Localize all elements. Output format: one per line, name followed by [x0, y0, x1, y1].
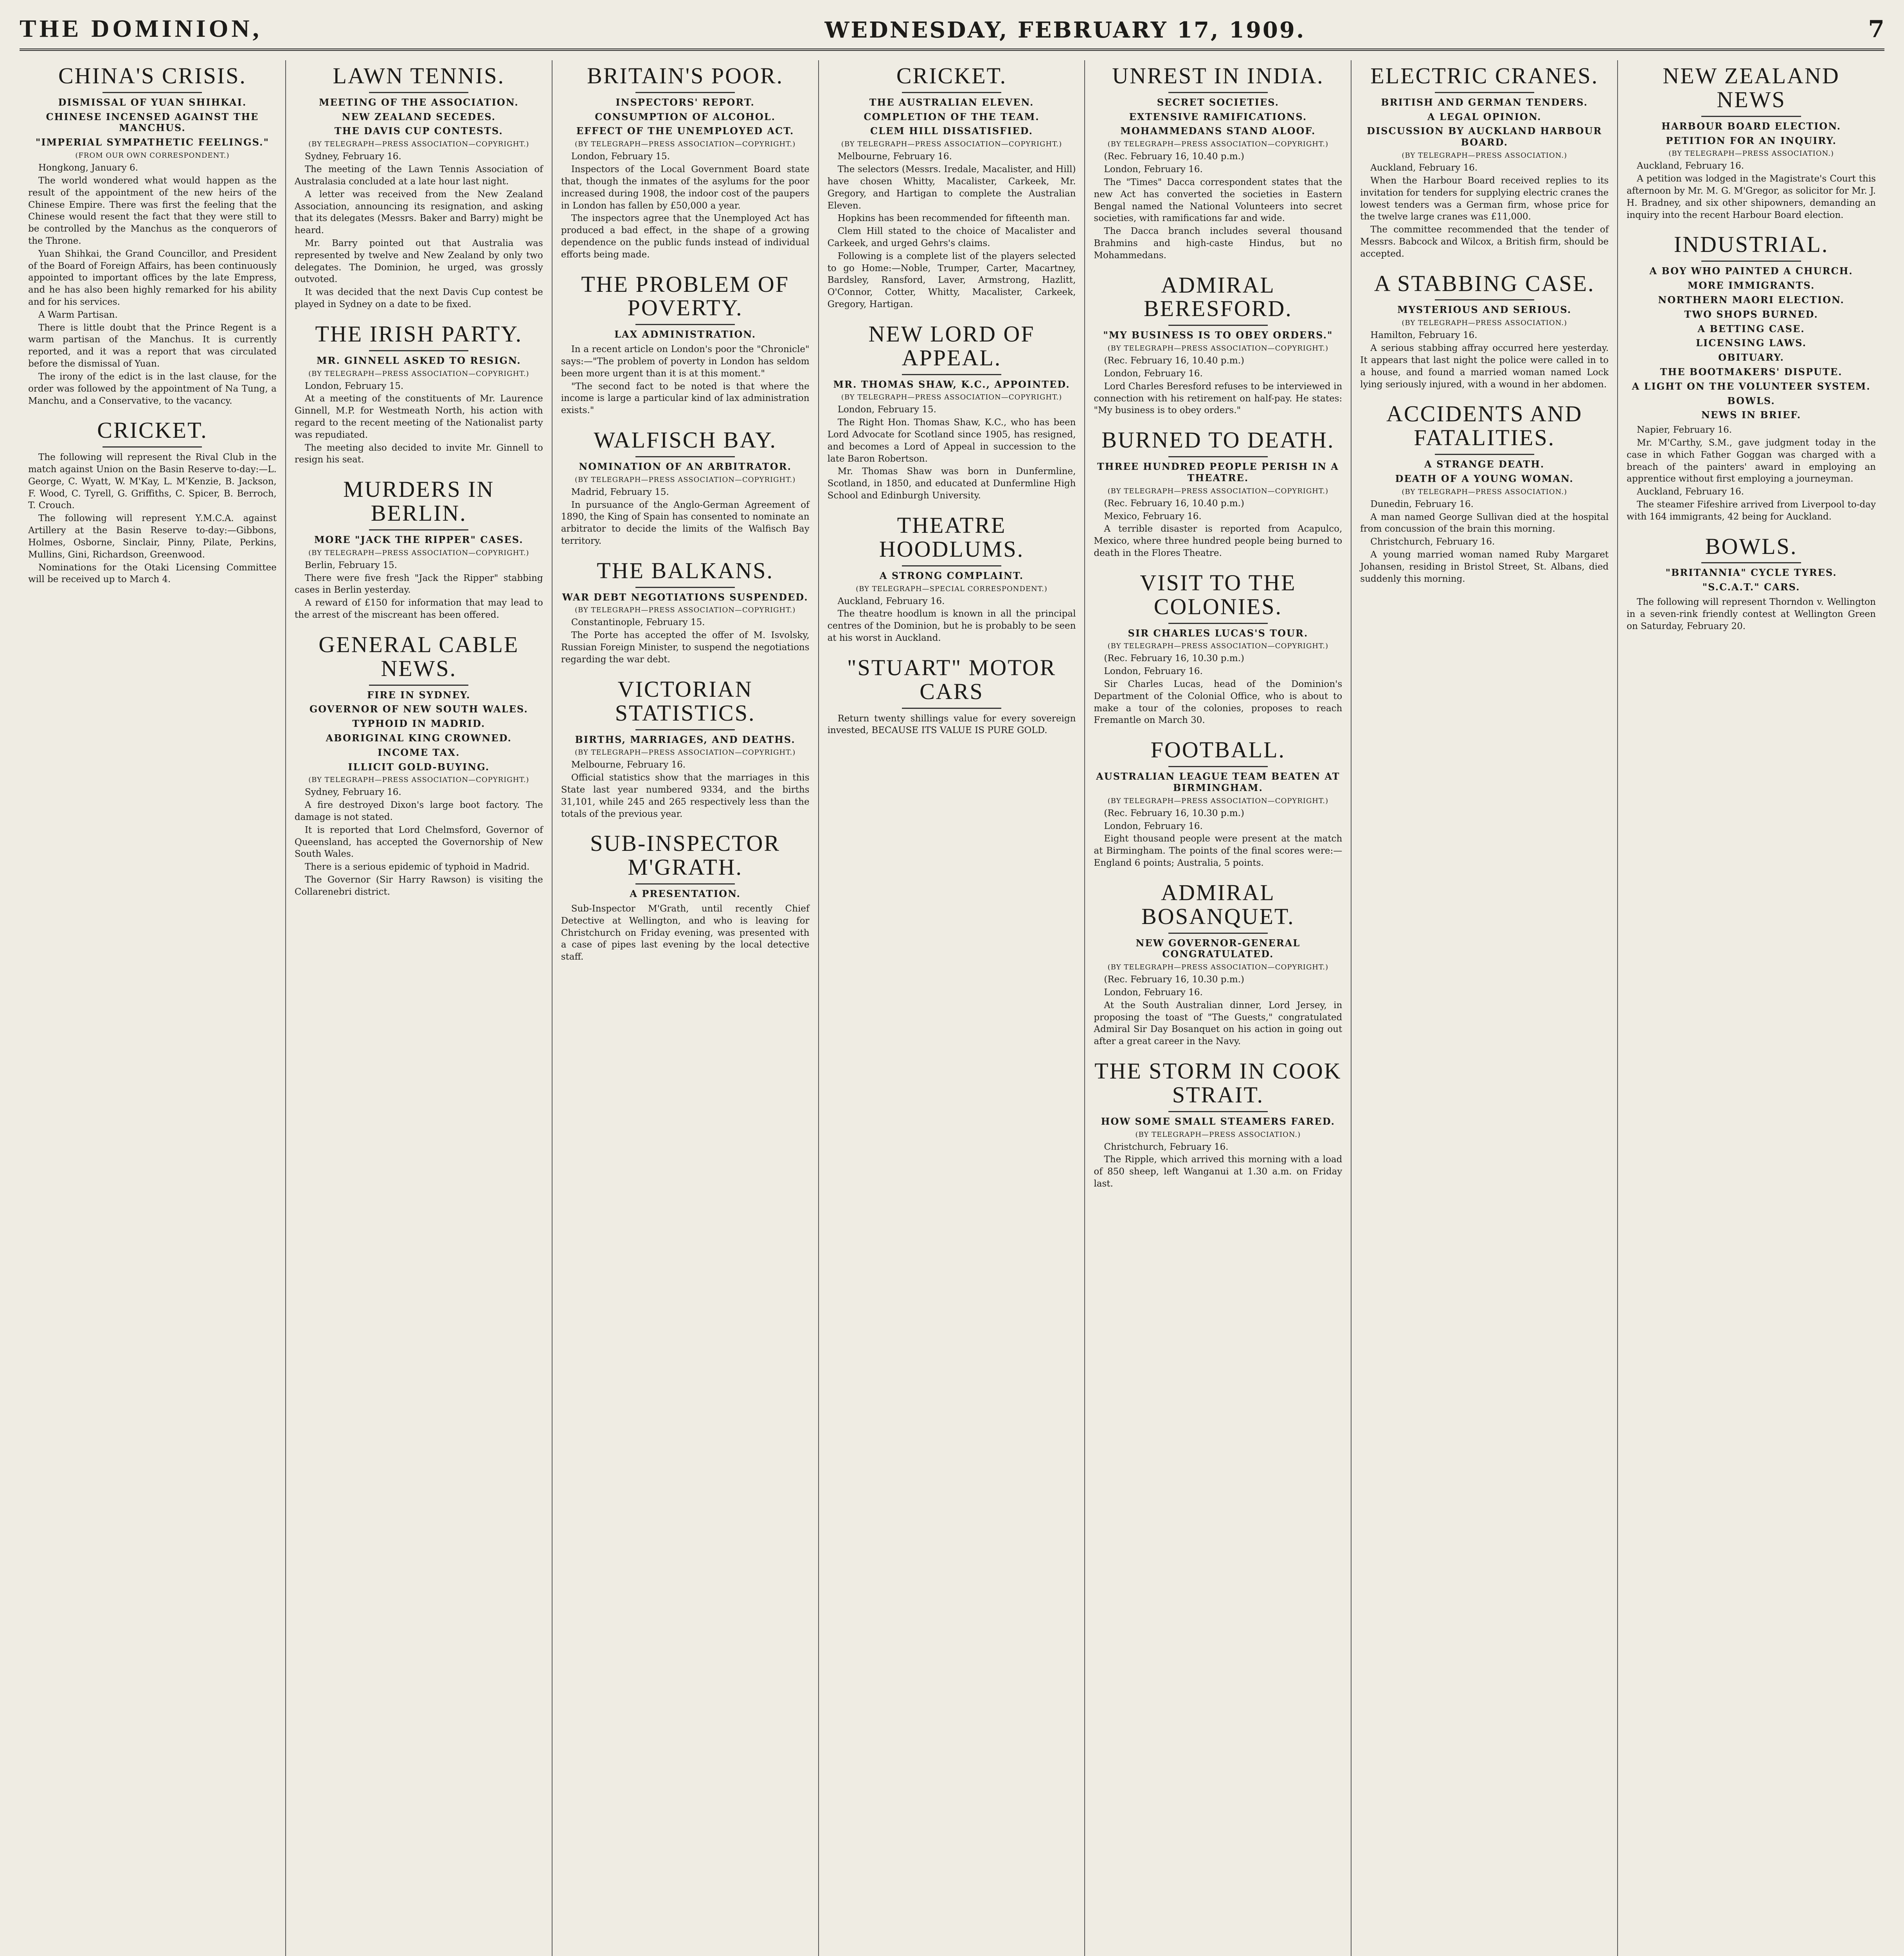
article-subhead: OBITUARY. — [1718, 352, 1784, 363]
divider — [1168, 456, 1268, 457]
article-paragraph: Sir Charles Lucas, head of the Dominion's Department of the Colonial Office, who is about to make a tour of the colonies, proposes to reach Fremantle on March 30. — [1094, 679, 1343, 726]
article-subhead: A STRANGE DEATH. — [1424, 458, 1545, 470]
article-subhead: TYPHOID IN MADRID. — [352, 718, 486, 730]
article-paragraph: Following is a complete list of the players selected to go Home:—Noble, Trumper, Carter, Macartney, Bardsley, Ransford, Laver, Armstrong, Hazlitt, O'Connor, Cotter, Whitty, Macalister, Carkeek, Gregory, Hartigan. — [827, 251, 1076, 310]
article — [561, 64, 810, 261]
article-paragraph: Auckland, February 16. — [1637, 161, 1744, 171]
article-paragraph: Return twenty shillings value for every sovereign invested, BECAUSE ITS VALUE IS PURE GOLD. — [827, 713, 1076, 736]
article-headline: THE BALKANS. — [597, 557, 774, 583]
article-headline: INDUSTRIAL. — [1674, 232, 1829, 257]
article-subhead: MORE IMMIGRANTS. — [1687, 280, 1815, 291]
article-headline: CHINA'S CRISIS. — [58, 63, 247, 88]
article — [1094, 273, 1342, 417]
article-paragraph: It was decided that the next Davis Cup contest be played in Sydney on a date to be fixed. — [294, 287, 543, 310]
article-subhead: "IMPERIAL SYMPATHETIC FEELINGS." — [35, 137, 269, 148]
article-paragraph: (Rec. February 16, 10.40 p.m.) — [1104, 498, 1244, 509]
article-headline: SUB-INSPECTOR M'GRATH. — [590, 831, 781, 880]
article-subhead: CHINESE INCENSED AGAINST THE MANCHUS. — [46, 111, 259, 134]
article-paragraph: The following will represent the Rival Club in the match against Union on the Basin Reserve to-day:—L. George, C. Wyatt, W. M'Kay, L. M'Kenzie, B. Jackson, F. Wood, C. Tyrell, G. Griffiths, C. Spicer, B. Berroch, T. Crouch. — [28, 452, 277, 511]
article-paragraph: The Dacca branch includes several thousand Brahmins and high-caste Hindus, but no Mohammedans. — [1094, 226, 1343, 261]
divider — [635, 324, 735, 325]
article-paragraph: A fire destroyed Dixon's large boot factory. The damage is not stated. — [294, 800, 543, 823]
article-headline: NEW ZEALAND NEWS — [1663, 63, 1840, 112]
divider — [1168, 623, 1268, 624]
article-paragraph: London, February 15. — [837, 405, 936, 415]
article-paragraph: Official statistics show that the marriages in this State last year numbered 9334, and the births 31,101, while 245 and 265 respectively less than the totals of the previous year. — [561, 773, 810, 819]
article — [1627, 535, 1876, 633]
issue-date: WEDNESDAY, FEBRUARY 17, 1909. — [824, 17, 1306, 43]
article — [1360, 402, 1609, 585]
article-subhead: CONSUMPTION OF ALCOHOL. — [595, 111, 776, 122]
article-headline: BURNED TO DEATH. — [1101, 427, 1335, 453]
article-dateline: (BY TELEGRAPH—PRESS ASSOCIATION—COPYRIGHT.) — [841, 393, 1062, 402]
article-subhead: NEW ZEALAND SECEDES. — [342, 111, 496, 122]
article — [561, 273, 810, 417]
article-paragraph: Napier, February 16. — [1637, 425, 1732, 435]
article-paragraph: The Right Hon. Thomas Shaw, K.C., who has been Lord Advocate for Scotland since 1905, has resigned, and becomes a Lord of Appeal in succession to the late Baron Robertson. — [827, 417, 1076, 464]
article-subhead: TWO SHOPS BURNED. — [1684, 308, 1818, 320]
article-subhead: EXTENSIVE RAMIFICATIONS. — [1129, 111, 1307, 122]
article-subhead: SECRET SOCIETIES. — [1157, 96, 1279, 108]
article-paragraph: Madrid, February 15. — [571, 487, 669, 497]
article-headline: NEW LORD OF APPEAL. — [868, 321, 1035, 370]
article-subhead: EFFECT OF THE UNEMPLOYED ACT. — [576, 125, 794, 137]
article-paragraph: Hongkong, January 6. — [38, 163, 138, 173]
article-dateline: (BY TELEGRAPH—PRESS ASSOCIATION.) — [1668, 149, 1834, 158]
article-paragraph: London, February 16. — [1104, 987, 1203, 998]
article-paragraph: The selectors (Messrs. Iredale, Macalister, and Hill) have chosen Whitty, Macalister, Carkeek, Mr. Gregory, and Hartigan to complete the Australian Eleven. — [827, 164, 1076, 211]
divider — [1168, 325, 1268, 326]
article-subhead: "S.C.A.T." CARS. — [1702, 581, 1800, 593]
article-subhead: THE AUSTRALIAN ELEVEN. — [869, 96, 1034, 108]
article-subhead: HOW SOME SMALL STEAMERS FARED. — [1101, 1115, 1335, 1127]
article-subhead: MYSTERIOUS AND SERIOUS. — [1397, 304, 1572, 316]
article-headline: VISIT TO THE COLONIES. — [1140, 570, 1296, 619]
article-paragraph: London, February 16. — [1104, 666, 1203, 677]
divider — [1168, 766, 1268, 767]
article-headline: CRICKET. — [97, 417, 208, 443]
article-subhead: HARBOUR BOARD ELECTION. — [1661, 120, 1841, 132]
divider — [902, 708, 1001, 709]
article — [1094, 738, 1342, 869]
article-paragraph: It is reported that Lord Chelmsford, Governor of Queensland, has accepted the Governorship of New South Wales. — [294, 825, 543, 859]
article-headline: BRITAIN'S POOR. — [587, 63, 784, 88]
article-subhead: THE DAVIS CUP CONTESTS. — [334, 125, 503, 137]
article-paragraph: The "Times" Dacca correspondent states that the new Act has converted the societies in Eastern Bengal named the National Volunteers into secret societies, with ramifications far and wide. — [1094, 177, 1343, 224]
article-headline: CRICKET. — [896, 63, 1007, 88]
divider — [369, 685, 468, 686]
article-subhead: BOWLS. — [1727, 395, 1775, 406]
divider — [103, 92, 202, 93]
article-subhead: THREE HUNDRED PEOPLE PERISH IN A THEATRE. — [1097, 461, 1339, 484]
divider — [635, 729, 735, 730]
article-paragraph: The meeting of the Lawn Tennis Association of Australasia concluded at a late hour last night. — [294, 164, 543, 187]
article-paragraph: The committee recommended that the tender of Messrs. Babcock and Wilcox, a British firm, should be accepted. — [1360, 225, 1609, 259]
article-paragraph: A young married woman named Ruby Margaret Johansen, residing in Bristol Street, St. Albans, died suddenly this morning. — [1360, 549, 1609, 584]
divider — [635, 456, 735, 457]
article-paragraph: Christchurch, February 16. — [1104, 1142, 1229, 1152]
article-paragraph: Hamilton, February 16. — [1370, 330, 1477, 341]
divider — [1435, 454, 1534, 455]
article-paragraph: The irony of the edict is in the last clause, for the order was followed by the appointment of Na Tung, a Manchu, and a Conservative, to the vacancy. — [28, 371, 277, 406]
article-paragraph: When the Harbour Board received replies to its invitation for tenders for supplying electric cranes the lowest tenders was a German firm, whose price for the twelve large cranes was £11,000. — [1360, 175, 1609, 222]
divider — [902, 92, 1001, 93]
page-number: 7 — [1868, 16, 1884, 43]
article-paragraph: The steamer Fifeshire arrived from Liverpool to-day with 164 immigrants, 42 being for Auckland. — [1627, 499, 1876, 522]
article-paragraph: Melbourne, February 16. — [571, 760, 686, 770]
article — [295, 64, 543, 311]
article — [295, 322, 543, 466]
divider — [369, 92, 468, 93]
article-subhead: A BOY WHO PAINTED A CHURCH. — [1649, 265, 1853, 277]
article-paragraph: A serious stabbing affray occurred here yesterday. It appears that last night the police were called in to a house, and found a married woman named Lock lying seriously injured, with a wound in her abdomen. — [1360, 343, 1609, 390]
article-subhead: THE BOOTMAKERS' DISPUTE. — [1660, 366, 1843, 378]
article-subhead: NOMINATION OF AN ARBITRATOR. — [579, 460, 792, 472]
article-subhead: DEATH OF A YOUNG WOMAN. — [1395, 473, 1574, 484]
article-subhead: DISMISSAL OF YUAN SHIHKAI. — [58, 96, 247, 108]
article — [1094, 428, 1342, 559]
divider — [1168, 92, 1268, 93]
column-4 — [819, 60, 1085, 1956]
article-paragraph: Inspectors of the Local Government Board state that, though the inmates of the asylums for the poor increased during 1908, the indoor cost of the paupers in London has fallen by £50,000 a year. — [561, 164, 810, 211]
article-dateline: (FROM OUR OWN CORRESPONDENT.) — [75, 151, 230, 160]
article — [295, 633, 543, 898]
article — [1094, 1059, 1342, 1190]
article-dateline: (BY TELEGRAPH—PRESS ASSOCIATION—COPYRIGHT.) — [1107, 487, 1329, 495]
article-subhead: GOVERNOR OF NEW SOUTH WALES. — [309, 703, 528, 715]
article — [1360, 272, 1609, 391]
article-paragraph: The Governor (Sir Harry Rawson) is visiting the Collarenebri district. — [294, 875, 543, 897]
article-dateline: (BY TELEGRAPH—PRESS ASSOCIATION—COPYRIGHT.) — [1107, 344, 1329, 353]
article-paragraph: At a meeting of the constituents of Mr. Laurence Ginnell, M.P. for Westmeath North, his action with regard to the recent meeting of the Nationalist party was repudiated. — [294, 394, 543, 440]
divider — [902, 374, 1001, 375]
article-headline: GENERAL CABLE NEWS. — [319, 631, 519, 681]
article-headline: THE IRISH PARTY. — [315, 321, 523, 347]
article-subhead: "BRITANNIA" CYCLE TYRES. — [1665, 567, 1837, 579]
article-paragraph: London, February 15. — [571, 151, 670, 162]
article-dateline: (BY TELEGRAPH—PRESS ASSOCIATION.) — [1402, 319, 1567, 327]
article-paragraph: A Warm Partisan. — [38, 309, 118, 320]
article-subhead: MR. THOMAS SHAW, K.C., APPOINTED. — [833, 378, 1070, 390]
article-paragraph: The inspectors agree that the Unemployed Act has produced a bad effect, in the shape of a growing dependence on the public funds instead of individual efforts being made. — [561, 213, 810, 260]
article-subhead: A STRONG COMPLAINT. — [879, 570, 1024, 581]
article-paragraph: The following will represent Y.M.C.A. against Artillery at the Basin Reserve to-day:—Gibbons, Holmes, Osborne, Sinclair, Pinny, Pilate, Perkins, Mullins, Gini, Richardson, Greenwood. — [28, 513, 277, 560]
article-headline: WALFISCH BAY. — [594, 427, 777, 453]
article-paragraph: In pursuance of the Anglo-German Agreement of 1890, the King of Spain has consented to nominate an arbitrator to decide the limits of the Walfisch Bay territory. — [561, 500, 810, 546]
article-paragraph: (Rec. February 16, 10.30 p.m.) — [1104, 974, 1244, 985]
article-subhead: INSPECTORS' REPORT. — [615, 96, 755, 108]
article-subhead: WAR DEBT NEGOTIATIONS SUSPENDED. — [562, 591, 808, 603]
article-paragraph: Sub-Inspector M'Grath, until recently Chief Detective at Wellington, and who is leaving for Christchurch on Friday evening, was presented with a case of pipes last evening by the local detective staff. — [561, 903, 810, 962]
article-subhead: LAX ADMINISTRATION. — [614, 329, 756, 340]
article-paragraph: Mr. Barry pointed out that Australia was represented by twelve and New Zealand by only two delegates. The Dominion, he urged, was grossly outvoted. — [294, 238, 543, 285]
article — [1360, 64, 1609, 260]
article-paragraph: The following will represent Thorndon v. Wellington in a seven-rink friendly contest at Wellington Green on Saturday, February 20. — [1627, 597, 1876, 631]
article-subhead: MORE "JACK THE RIPPER" CASES. — [314, 534, 524, 545]
article-paragraph: Berlin, February 15. — [304, 560, 397, 570]
article-subhead: MR. GINNELL ASKED TO RESIGN. — [316, 354, 521, 366]
article-headline: BOWLS. — [1705, 533, 1798, 559]
article — [828, 322, 1076, 502]
article-paragraph: Eight thousand people were present at the match at Birmingham. The points of the final scores were:—England 6 points; Australia, 5 points. — [1094, 834, 1343, 868]
article — [1094, 881, 1342, 1048]
article-paragraph: Christchurch, February 16. — [1370, 537, 1495, 547]
article-paragraph: There were five fresh "Jack the Ripper" stabbing cases in Berlin yesterday. — [294, 573, 543, 595]
article-dateline: (BY TELEGRAPH—PRESS ASSOCIATION—COPYRIGHT.) — [308, 140, 529, 149]
column-2 — [286, 60, 552, 1956]
article-headline: A STABBING CASE. — [1374, 270, 1595, 296]
article-paragraph: Nominations for the Otaki Licensing Committee will be received up to March 4. — [28, 562, 277, 585]
article-headline: "STUART" MOTOR CARS — [847, 654, 1056, 704]
article-paragraph: Dunedin, February 16. — [1370, 499, 1474, 509]
article-paragraph: At the South Australian dinner, Lord Jersey, in proposing the toast of "The Guests," congratulated Admiral Sir Day Bosanquet on his action in going out after a great career in the Navy. — [1094, 1000, 1343, 1047]
article-headline: THEATRE HOODLUMS. — [879, 512, 1024, 562]
divider — [369, 529, 468, 530]
article-dateline: (BY TELEGRAPH—PRESS ASSOCIATION.) — [1402, 487, 1567, 496]
article-headline: ADMIRAL BERESFORD. — [1144, 272, 1292, 322]
article-dateline: (BY TELEGRAPH—PRESS ASSOCIATION—COPYRIGHT.) — [574, 748, 796, 757]
article-paragraph: There is little doubt that the Prince Regent is a warm partisan of the Manchus. It is currently reported, and it was a report that was circulated before the dismissal of Yuan. — [28, 322, 277, 369]
divider — [635, 587, 735, 588]
article-paragraph: A man named George Sullivan died at the hospital from concussion of the brain this morning. — [1360, 512, 1609, 534]
article-subhead: BIRTHS, MARRIAGES, AND DEATHS. — [575, 734, 795, 745]
column-1 — [20, 60, 286, 1956]
divider — [1701, 562, 1801, 563]
article-headline: ACCIDENTS AND FATALITIES. — [1386, 401, 1583, 451]
article-dateline: (BY TELEGRAPH—PRESS ASSOCIATION—COPYRIGHT.) — [574, 475, 796, 484]
article-paragraph: "The second fact to be noted is that where the income is large a particular kind of lax administration exists." — [561, 381, 810, 416]
article-paragraph: Lord Charles Beresford refuses to be interviewed in connection with his retirement on half-pay. He states: "My business is to obey orders." — [1094, 381, 1343, 416]
article-headline: VICTORIAN STATISTICS. — [615, 676, 756, 726]
article-paragraph: A reward of £150 for information that may lead to the arrest of the miscreant has been offered. — [294, 598, 543, 620]
article — [28, 64, 277, 407]
article-headline: ELECTRIC CRANES. — [1370, 63, 1599, 88]
article-dateline: (BY TELEGRAPH—SPECIAL CORRESPONDENT.) — [856, 584, 1047, 593]
article-subhead: BRITISH AND GERMAN TENDERS. — [1381, 96, 1588, 108]
article-paragraph: Melbourne, February 16. — [837, 151, 952, 162]
article-dateline: (BY TELEGRAPH—PRESS ASSOCIATION.) — [1135, 1130, 1301, 1139]
article-subhead: SIR CHARLES LUCAS'S TOUR. — [1128, 627, 1308, 639]
article-subhead: NEWS IN BRIEF. — [1701, 409, 1801, 421]
column-5 — [1085, 60, 1352, 1956]
article-dateline: (BY TELEGRAPH—PRESS ASSOCIATION—COPYRIGHT.) — [574, 140, 796, 149]
article — [561, 678, 810, 820]
article-headline: ADMIRAL BOSANQUET. — [1141, 879, 1295, 929]
article-dateline: (BY TELEGRAPH—PRESS ASSOCIATION—COPYRIGHT.) — [1107, 642, 1329, 651]
article-paragraph: (Rec. February 16, 10.40 p.m.) — [1104, 356, 1244, 366]
article-subhead: MOHAMMEDANS STAND ALOOF. — [1120, 125, 1316, 137]
article-paragraph: The Ripple, which arrived this morning with a load of 850 sheep, left Wanganui at 1.30 a.m. on Friday last. — [1094, 1154, 1343, 1189]
article-subhead: A LIGHT ON THE VOLUNTEER SYSTEM. — [1632, 380, 1871, 392]
article — [1094, 64, 1342, 262]
article — [561, 832, 810, 963]
article-subhead: A BETTING CASE. — [1697, 323, 1805, 334]
article-dateline: (BY TELEGRAPH—PRESS ASSOCIATION—COPYRIGHT.) — [1107, 796, 1329, 805]
divider — [103, 446, 202, 448]
article — [1094, 571, 1342, 726]
article — [1627, 233, 1876, 523]
article-subhead: CLEM HILL DISSATISFIED. — [870, 125, 1033, 137]
article-subhead: DISCUSSION BY AUCKLAND HARBOUR BOARD. — [1367, 125, 1602, 148]
article-dateline: (BY TELEGRAPH—PRESS ASSOCIATION—COPYRIGHT.) — [1107, 963, 1329, 972]
article — [828, 656, 1076, 737]
article-subhead: MEETING OF THE ASSOCIATION. — [319, 96, 519, 108]
article-dateline: (BY TELEGRAPH—PRESS ASSOCIATION—COPYRIGHT.) — [574, 606, 796, 615]
article-dateline: (BY TELEGRAPH—PRESS ASSOCIATION—COPYRIGHT.) — [1107, 140, 1329, 149]
article — [295, 478, 543, 621]
article-paragraph: The meeting also decided to invite Mr. Ginnell to resign his seat. — [294, 442, 543, 465]
article-paragraph: Hopkins has been recommended for fifteenth man. — [837, 213, 1070, 224]
column-3 — [552, 60, 819, 1956]
article-headline: FOOTBALL. — [1150, 737, 1286, 763]
article-paragraph: There is a serious epidemic of typhoid in Madrid. — [304, 862, 530, 872]
column-6 — [1352, 60, 1618, 1956]
article-headline: LAWN TENNIS. — [333, 63, 505, 88]
divider — [902, 565, 1001, 566]
article-paragraph: A petition was lodged in the Magistrate's Court this afternoon by Mr. M. G. M'Gregor, as solicitor for Mr. J. H. Bradney, and six other shipowners, demanding an inquiry into the recent Harbour Board election. — [1627, 174, 1876, 220]
divider — [1435, 92, 1534, 93]
article-paragraph: London, February 15. — [304, 381, 404, 391]
columns — [20, 60, 1884, 1956]
divider — [1168, 933, 1268, 934]
article-headline: MURDERS IN BERLIN. — [343, 476, 495, 526]
article-subhead: A LEGAL OPINION. — [1427, 111, 1542, 122]
article-paragraph: The world wondered what would happen as the result of the appointment of the new heirs of the Chinese Empire. There was first the feeling that the Chinese would resent the fact that they were still to be controlled by the Manchus as the conquerors of the Throne. — [28, 175, 277, 246]
divider — [1168, 1111, 1268, 1112]
article-headline: UNREST IN INDIA. — [1112, 63, 1324, 88]
article-subhead: NORTHERN MAORI ELECTION. — [1658, 294, 1845, 306]
article-paragraph: Constantinople, February 15. — [571, 617, 705, 628]
newspaper-title: THE DOMINION, — [20, 14, 262, 42]
article-paragraph: London, February 16. — [1104, 368, 1203, 379]
article-paragraph: Yuan Shihkai, the Grand Councillor, and President of the Board of Foreign Affairs, has been continuously appointed to important offices by the late Empress, and he has also been highly remarked for his ability and for his services. — [28, 248, 277, 307]
article-paragraph: Auckland, February 16. — [837, 596, 945, 606]
article — [561, 428, 810, 547]
article — [828, 514, 1076, 644]
article-paragraph: A terrible disaster is reported from Acapulco, Mexico, where three hundred people being burned to death in the Flores Theatre. — [1094, 524, 1343, 558]
article-paragraph: In a recent article on London's poor the "Chronicle" says:—"The problem of poverty in London has seldom been more urgent than it is at this moment." — [561, 344, 810, 379]
article-headline: THE STORM IN COOK STRAIT. — [1094, 1058, 1342, 1107]
divider — [635, 92, 735, 93]
article-dateline: (BY TELEGRAPH—PRESS ASSOCIATION—COPYRIGHT.) — [841, 140, 1062, 149]
article-subhead: ABORIGINAL KING CROWNED. — [326, 732, 512, 744]
divider — [635, 883, 735, 885]
article-paragraph: Auckland, February 16. — [1370, 163, 1478, 173]
article — [1627, 64, 1876, 221]
article — [828, 64, 1076, 311]
article-dateline: (BY TELEGRAPH—PRESS ASSOCIATION—COPYRIGHT.) — [308, 548, 529, 557]
article-paragraph: (Rec. February 16, 10.30 p.m.) — [1104, 653, 1244, 664]
divider — [1701, 261, 1801, 262]
article-paragraph: A letter was received from the New Zealand Association, announcing its resignation, and asking that its delegates (Messrs. Baker and Barry) might be heard. — [294, 189, 543, 236]
article — [561, 559, 810, 666]
article-dateline: (BY TELEGRAPH—PRESS ASSOCIATION—COPYRIGHT.) — [308, 369, 529, 378]
article-subhead: LICENSING LAWS. — [1696, 337, 1807, 349]
article-paragraph: (Rec. February 16, 10.30 p.m.) — [1104, 808, 1244, 818]
article-paragraph: Sydney, February 16. — [304, 151, 401, 162]
column-7 — [1618, 60, 1884, 1956]
divider — [1435, 299, 1534, 300]
masthead — [20, 16, 1884, 51]
article-paragraph: Mr. Thomas Shaw was born in Dunfermline, Scotland, in 1850, and educated at Dunfermline High School and Edinburgh University. — [827, 466, 1076, 501]
article-subhead: NEW GOVERNOR-GENERAL CONGRATULATED. — [1136, 937, 1301, 960]
article-paragraph: Mexico, February 16. — [1104, 511, 1202, 521]
article-dateline: (BY TELEGRAPH—PRESS ASSOCIATION—COPYRIGHT.) — [308, 776, 529, 784]
article-subhead: "MY BUSINESS IS TO OBEY ORDERS." — [1103, 329, 1333, 341]
article — [28, 419, 277, 586]
article-headline: THE PROBLEM OF POVERTY. — [581, 271, 790, 321]
article-paragraph: London, February 16. — [1104, 164, 1203, 175]
article-subhead: PETITION FOR AN INQUIRY. — [1666, 135, 1837, 146]
divider — [369, 350, 468, 351]
article-paragraph: The theatre hoodlum is known in all the principal centres of the Dominion, but he is probably to be seen at his worst in Auckland. — [827, 609, 1076, 643]
article-dateline: (BY TELEGRAPH—PRESS ASSOCIATION.) — [1402, 151, 1567, 160]
article-subhead: A PRESENTATION. — [630, 888, 741, 900]
divider — [1701, 116, 1801, 117]
article-subhead: COMPLETION OF THE TEAM. — [864, 111, 1040, 122]
article-subhead: FIRE IN SYDNEY. — [367, 689, 471, 701]
article-paragraph: Mr. M'Carthy, S.M., gave judgment today in the case in which Father Goggan was charged with a breach of the painters' award in employing an apprentice without first employing a journeyman. — [1627, 437, 1876, 484]
article-subhead: INCOME TAX. — [378, 746, 460, 758]
article-paragraph: The Porte has accepted the offer of M. Isvolsky, Russian Foreign Minister, to suspend the negotiations regarding the war debt. — [561, 630, 810, 665]
article-paragraph: (Rec. February 16, 10.40 p.m.) — [1104, 151, 1244, 162]
article-subhead: ILLICIT GOLD-BUYING. — [348, 761, 490, 773]
article-paragraph: Sydney, February 16. — [304, 787, 401, 798]
article-paragraph: Auckland, February 16. — [1637, 487, 1744, 497]
article-paragraph: London, February 16. — [1104, 821, 1203, 831]
article-paragraph: Clem Hill stated to the choice of Macalister and Carkeek, and urged Gehrs's claims. — [827, 226, 1076, 248]
article-subhead: AUSTRALIAN LEAGUE TEAM BEATEN AT BIRMINGHAM. — [1096, 771, 1340, 793]
